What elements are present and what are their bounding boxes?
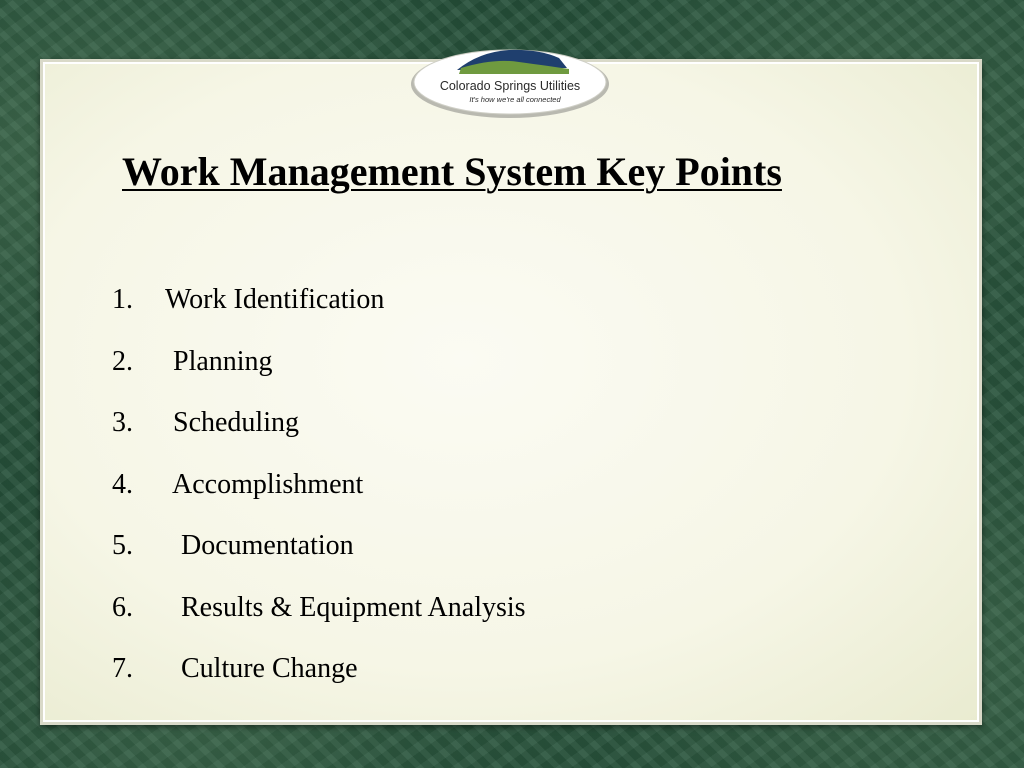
key-point-label: Accomplishment bbox=[172, 468, 364, 500]
logo-tagline: It's how we're all connected bbox=[469, 95, 561, 104]
key-point-number: 5. bbox=[112, 530, 133, 561]
key-point-number: 6. bbox=[112, 591, 133, 623]
key-point-label: Planning bbox=[173, 345, 273, 377]
key-point-label: Scheduling bbox=[173, 407, 299, 438]
logo-name: Colorado Springs Utilities bbox=[439, 79, 581, 93]
slide-title: Work Management System Key Points bbox=[122, 149, 782, 194]
key-point-label: Documentation bbox=[181, 530, 354, 561]
key-point-label: Culture Change bbox=[181, 653, 358, 684]
key-point-number: 2. bbox=[112, 345, 133, 377]
key-point-number: 4. bbox=[112, 468, 133, 500]
key-point-number: 1. bbox=[112, 284, 133, 315]
company-logo bbox=[409, 44, 612, 120]
key-point-number: 3. bbox=[112, 407, 133, 438]
key-point-number: 7. bbox=[112, 653, 133, 684]
key-point-label: Results & Equipment Analysis bbox=[181, 591, 526, 623]
key-point-label: Work Identification bbox=[165, 284, 385, 315]
